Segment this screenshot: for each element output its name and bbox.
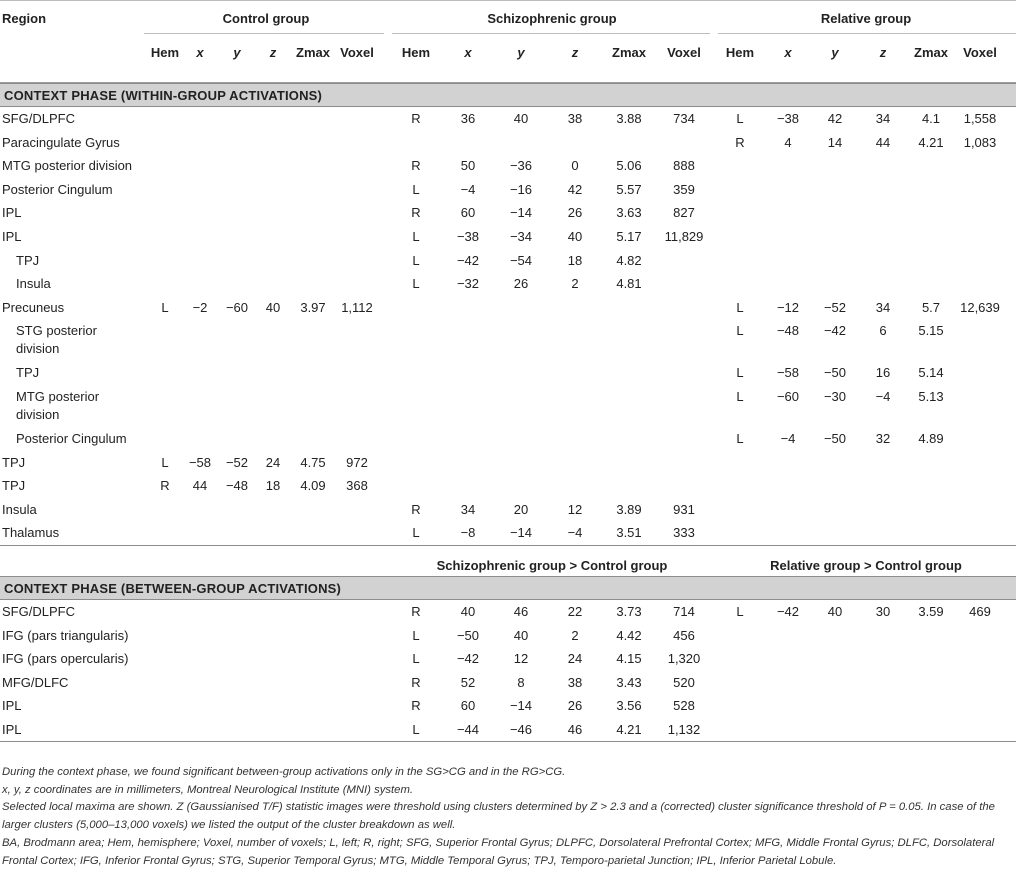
region-cell: IPL — [2, 721, 22, 737]
control-group-header: Control group — [222, 11, 310, 26]
s-value-zmax: 3.51 — [616, 525, 642, 541]
s-value-y: 12 — [513, 651, 529, 667]
table-row — [0, 474, 1016, 498]
c-value-hem: R — [160, 478, 170, 494]
c-value-x: −58 — [188, 454, 212, 470]
r-value-x: −4 — [780, 430, 796, 446]
table-footnotes — [2, 764, 1012, 870]
s-value-zmax: 4.81 — [616, 276, 642, 292]
s-value-hem: R — [411, 698, 421, 714]
s-value-z: 0 — [571, 158, 579, 174]
s-value-hem: R — [411, 158, 421, 174]
region-cell: TPJ — [2, 454, 26, 470]
region-cell: Insula — [16, 276, 51, 292]
s-value-x: −50 — [456, 627, 480, 643]
s-value-y: −14 — [509, 698, 533, 714]
c-value-y: −52 — [225, 454, 249, 470]
s-value-x: −42 — [456, 651, 480, 667]
s-value-z: 40 — [567, 228, 583, 244]
control-group-rule — [144, 33, 384, 34]
s-col-header-y: y — [517, 45, 525, 60]
table-row — [0, 671, 1016, 695]
s-value-voxel: 359 — [673, 181, 695, 197]
r-value-zmax: 4.89 — [918, 430, 944, 446]
s-value-hem: L — [412, 721, 420, 737]
s-value-x: −38 — [456, 228, 480, 244]
r-value-voxel: 12,639 — [960, 299, 1000, 315]
s-value-voxel: 333 — [673, 525, 695, 541]
s-value-z: 26 — [567, 698, 583, 714]
r-value-zmax: 5.14 — [918, 365, 944, 381]
s-value-hem: L — [412, 651, 420, 667]
c-col-header-x: x — [196, 45, 204, 60]
s-value-voxel: 931 — [673, 501, 695, 517]
c-value-hem: L — [161, 299, 169, 315]
relative-group-header: Relative group — [820, 11, 912, 26]
r-col-header-x: x — [784, 45, 792, 60]
s-col-header-voxel: Voxel — [667, 45, 701, 60]
table-row — [0, 427, 1016, 451]
r-value-y: −50 — [823, 430, 847, 446]
between-group-title: CONTEXT PHASE (BETWEEN-GROUP ACTIVATIONS) — [4, 580, 342, 596]
sg-vs-cg-header: Schizophrenic group > Control group — [436, 557, 668, 573]
s-value-y: −36 — [509, 158, 533, 174]
r-value-zmax: 4.21 — [918, 134, 944, 150]
s-value-z: 2 — [571, 276, 579, 292]
s-value-z: 12 — [567, 501, 583, 517]
r-value-x: 4 — [784, 134, 792, 150]
table-row — [0, 694, 1016, 718]
s-value-hem: L — [412, 276, 420, 292]
c-col-header-voxel: Voxel — [340, 45, 374, 60]
region-cell: Insula — [2, 501, 37, 517]
table-row — [0, 201, 1016, 225]
s-col-header-zmax: Zmax — [612, 45, 646, 60]
table-row — [0, 718, 1016, 742]
r-value-z: 6 — [879, 323, 887, 339]
s-value-hem: L — [412, 627, 420, 643]
between-group-heading-row — [0, 545, 1016, 576]
r-value-z: −4 — [875, 388, 891, 404]
s-value-voxel: 1,132 — [667, 721, 701, 737]
region-cell: SFG/DLPFC — [2, 603, 75, 619]
s-value-zmax: 5.17 — [616, 228, 642, 244]
region-cell: TPJ — [16, 365, 40, 381]
r-col-header-y: y — [831, 45, 839, 60]
s-value-x: −42 — [456, 252, 480, 268]
r-value-voxel: 1,558 — [963, 111, 997, 126]
region-cell: Thalamus — [2, 525, 60, 541]
s-value-zmax: 3.73 — [616, 603, 642, 619]
s-value-y: −14 — [509, 205, 533, 221]
s-value-zmax: 3.89 — [616, 501, 642, 517]
s-value-zmax: 3.88 — [616, 111, 642, 126]
s-value-zmax: 3.63 — [616, 205, 642, 221]
c-value-voxel: 1,112 — [341, 299, 373, 315]
table-row — [0, 647, 1016, 671]
region-cell: MFG/DLFC — [2, 674, 69, 690]
r-value-x: −12 — [776, 299, 800, 315]
group-header-row — [0, 0, 1016, 39]
table-row — [0, 225, 1016, 249]
s-value-hem: R — [411, 674, 421, 690]
s-value-zmax: 4.15 — [616, 651, 642, 667]
footnote: BA, Brodmann area; Hem, hemisphere; Voxel, number of voxels; L, left; R, right; SFG, Superior Frontal Gyrus; DLPFC, Dorsolateral Prefrontal Cortex; MFG, Middle Frontal Gyrus; DLFC, Dorsolateral Frontal Cortex; IFG, Inferior Frontal Gyrus; STG, Superior Temporal Gyrus; MTG, Middle Temporal Gyrus; TPJ, Temporo-parietal Junction; IPL, Inferior Parietal Lobule. — [2, 836, 995, 867]
s-value-z: 38 — [567, 674, 583, 690]
region-cell: IFG (pars triangularis) — [2, 627, 129, 643]
region-cell: IPL — [2, 698, 22, 714]
table-row — [0, 624, 1016, 648]
table-bottom-rule — [0, 741, 1016, 742]
r-col-header-z: z — [879, 45, 887, 60]
rg-vs-cg-header: Relative group > Control group — [770, 557, 962, 573]
region-cell: MTG posterior division — [2, 158, 133, 174]
s-value-voxel: 520 — [673, 674, 695, 690]
r-value-z: 44 — [875, 134, 891, 150]
s-value-z: 26 — [567, 205, 583, 221]
c-value-y: −60 — [225, 299, 249, 315]
r-value-hem: R — [735, 134, 745, 150]
s-value-z: 18 — [567, 252, 583, 268]
c-col-header-hem: Hem — [150, 45, 180, 60]
s-value-hem: L — [412, 181, 420, 197]
c-value-zmax: 4.09 — [300, 478, 326, 494]
table-row — [0, 131, 1016, 155]
r-value-y: −30 — [823, 388, 847, 404]
r-col-header-zmax: Zmax — [914, 45, 948, 60]
s-value-z: 38 — [567, 111, 583, 126]
region-cell: TPJ — [2, 478, 26, 494]
s-value-hem: L — [412, 525, 420, 541]
s-value-x: −44 — [456, 721, 480, 737]
s-value-zmax: 4.82 — [616, 252, 642, 268]
s-value-x: 34 — [460, 501, 476, 517]
s-value-x: 40 — [460, 603, 476, 619]
s-value-y: −46 — [509, 721, 533, 737]
region-cell: STG posterior division — [16, 323, 97, 357]
c-value-z: 18 — [265, 478, 281, 494]
s-value-y: −34 — [509, 228, 533, 244]
r-value-x: −38 — [776, 111, 800, 126]
region-cell: SFG/DLPFC — [2, 111, 75, 126]
within-group-rows — [0, 107, 1016, 545]
r-value-z: 34 — [875, 299, 891, 315]
table-row — [0, 521, 1016, 545]
s-value-x: 36 — [460, 111, 476, 126]
r-value-z: 30 — [875, 603, 891, 619]
r-col-header-voxel: Voxel — [963, 45, 997, 60]
r-value-y: −42 — [823, 323, 847, 339]
r-value-y: −50 — [823, 365, 847, 381]
s-value-y: 20 — [513, 501, 529, 517]
c-col-header-zmax: Zmax — [296, 45, 330, 60]
s-value-zmax: 4.21 — [616, 721, 642, 737]
s-value-z: 22 — [567, 603, 583, 619]
s-value-voxel: 827 — [673, 205, 695, 221]
s-value-x: 60 — [460, 205, 476, 221]
r-value-y: 40 — [827, 603, 843, 619]
s-value-y: 8 — [517, 674, 525, 690]
table-row — [0, 272, 1016, 296]
r-value-x: −42 — [776, 603, 800, 619]
table-row — [0, 178, 1016, 202]
r-value-hem: L — [736, 323, 744, 339]
c-value-hem: L — [161, 454, 169, 470]
s-value-hem: R — [411, 205, 421, 221]
s-value-x: −32 — [456, 276, 480, 292]
s-value-x: −4 — [460, 181, 476, 197]
s-value-z: 2 — [571, 627, 579, 643]
table-row — [0, 319, 1016, 361]
table-row — [0, 361, 1016, 385]
r-value-voxel: 469 — [969, 603, 991, 619]
s-value-hem: L — [412, 228, 420, 244]
r-value-zmax: 5.13 — [918, 388, 944, 404]
table-row — [0, 249, 1016, 273]
s-col-header-x: x — [464, 45, 472, 60]
s-value-x: 52 — [460, 674, 476, 690]
c-value-z: 40 — [265, 299, 281, 315]
table-row — [0, 107, 1016, 131]
region-column-header: Region — [2, 11, 47, 26]
region-cell: Paracingulate Gyrus — [2, 134, 120, 150]
s-value-z: 24 — [567, 651, 583, 667]
table-row — [0, 385, 1016, 427]
s-value-y: 26 — [513, 276, 529, 292]
s-value-y: −16 — [509, 181, 533, 197]
s-value-y: 46 — [513, 603, 529, 619]
within-group-title: CONTEXT PHASE (WITHIN-GROUP ACTIVATIONS) — [4, 88, 323, 103]
column-header-row — [0, 39, 1016, 83]
r-value-hem: L — [736, 365, 744, 381]
s-value-zmax: 4.42 — [616, 627, 642, 643]
region-cell: IPL — [2, 228, 22, 244]
s-col-header-z: z — [571, 45, 579, 60]
c-col-header-z: z — [269, 45, 277, 60]
c-value-x: −2 — [192, 299, 208, 315]
r-value-x: −48 — [776, 323, 800, 339]
s-value-zmax: 5.57 — [616, 181, 642, 197]
r-value-zmax: 4.1 — [921, 111, 941, 126]
r-value-hem: L — [736, 111, 744, 126]
region-cell: IPL — [2, 205, 22, 221]
r-value-z: 32 — [875, 430, 891, 446]
r-col-header-hem: Hem — [725, 45, 755, 60]
s-value-hem: R — [411, 501, 421, 517]
s-value-voxel: 456 — [673, 627, 695, 643]
r-value-z: 34 — [875, 111, 891, 126]
s-col-header-hem: Hem — [401, 45, 431, 60]
region-cell: Posterior Cingulum — [2, 181, 113, 197]
s-value-hem: R — [411, 603, 421, 619]
c-value-zmax: 3.97 — [300, 299, 326, 315]
region-cell: MTG posterior division — [16, 388, 100, 422]
r-value-x: −58 — [776, 365, 800, 381]
schizophrenic-group-rule — [392, 33, 710, 34]
footnote: During the context phase, we found significant between-group activations only in the SG>CG and in the RG>CG. — [2, 766, 566, 778]
r-value-zmax: 3.59 — [918, 603, 944, 619]
c-value-voxel: 368 — [346, 478, 368, 494]
c-value-x: 44 — [192, 478, 208, 494]
r-value-zmax: 5.15 — [918, 323, 944, 339]
s-value-x: 50 — [460, 158, 476, 174]
s-value-voxel: 528 — [673, 698, 695, 714]
table-row — [0, 451, 1016, 475]
footnote: Selected local maxima are shown. Z (Gaussianised T/F) statistic images were threshold using clusters determined by Z > 2.3 and a (corrected) cluster significance threshold of P = 0.05. In case of the larger clusters (5,000–13,000 voxels) we listed the output of the cluster breakdown as well. — [2, 801, 995, 832]
c-value-z: 24 — [265, 454, 281, 470]
r-value-zmax: 5.7 — [921, 299, 941, 315]
s-value-y: −54 — [509, 252, 533, 268]
footnote: x, y, z coordinates are in millimeters, Montreal Neurological Institute (MNI) system. — [2, 783, 414, 796]
c-value-voxel: 972 — [346, 454, 368, 470]
s-value-x: −8 — [460, 525, 476, 541]
table-row — [0, 498, 1016, 522]
s-value-zmax: 3.56 — [616, 698, 642, 714]
between-group-rows — [0, 600, 1016, 742]
c-value-y: −48 — [225, 478, 249, 494]
region-cell: Precuneus — [2, 299, 65, 315]
r-value-hem: L — [736, 430, 744, 446]
r-value-y: 42 — [827, 111, 843, 126]
s-value-voxel: 888 — [673, 158, 695, 174]
within-group-section-header — [0, 83, 1016, 107]
region-cell: IFG (pars opercularis) — [2, 651, 129, 667]
s-value-x: 60 — [460, 698, 476, 714]
r-value-x: −60 — [776, 388, 800, 404]
s-value-zmax: 5.06 — [616, 158, 642, 174]
between-group-section-header — [0, 576, 1016, 600]
region-cell: TPJ — [16, 252, 40, 268]
r-value-y: 14 — [827, 134, 843, 150]
s-value-voxel: 1,320 — [667, 651, 701, 667]
table-row — [0, 154, 1016, 178]
table-row — [0, 600, 1016, 624]
c-value-zmax: 4.75 — [300, 454, 326, 470]
s-value-voxel: 734 — [673, 111, 695, 126]
r-value-hem: L — [736, 388, 744, 404]
s-value-y: 40 — [513, 111, 529, 126]
s-value-hem: L — [412, 252, 420, 268]
r-value-y: −52 — [823, 299, 847, 315]
r-value-hem: L — [736, 299, 744, 315]
relative-group-rule — [718, 33, 1016, 34]
s-value-z: 46 — [567, 721, 583, 737]
schizophrenic-group-header: Schizophrenic group — [487, 11, 617, 26]
s-value-z: −4 — [567, 525, 583, 541]
region-cell: Posterior Cingulum — [16, 430, 127, 446]
table-row — [0, 296, 1016, 320]
s-value-voxel: 11,829 — [664, 228, 704, 244]
r-value-voxel: 1,083 — [963, 134, 997, 150]
s-value-y: −14 — [509, 525, 533, 541]
s-value-y: 40 — [513, 627, 529, 643]
c-col-header-y: y — [233, 45, 241, 60]
r-value-z: 16 — [875, 365, 891, 381]
s-value-z: 42 — [567, 181, 583, 197]
s-value-hem: R — [411, 111, 421, 126]
s-value-voxel: 714 — [673, 603, 695, 619]
s-value-zmax: 3.43 — [616, 674, 642, 690]
r-value-hem: L — [736, 603, 744, 619]
